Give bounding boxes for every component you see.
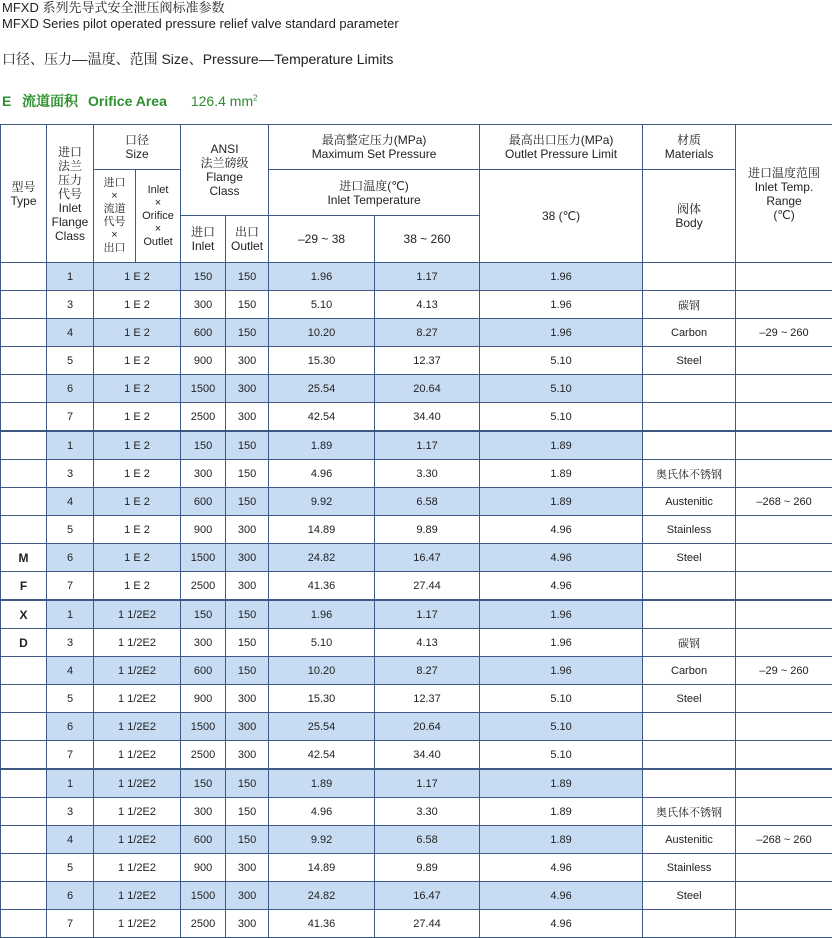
size-cell: 1 E 2 <box>94 544 181 572</box>
inlet-range-cell <box>736 375 832 403</box>
table-row <box>1 657 832 685</box>
inlet-class-cell: 1 <box>47 431 94 460</box>
material-cell <box>643 263 736 291</box>
title-cn: MFXD 系列先导式安全泄压阀标准参数 <box>2 0 224 16</box>
size-cell: 1 E 2 <box>94 516 181 544</box>
type-header: 型号 Type <box>1 125 47 263</box>
inlet-class-cell: 5 <box>47 685 94 713</box>
type-cell: M <box>1 544 47 572</box>
inlet-class-cell: 7 <box>47 572 94 601</box>
outlet-pressure-cell: 5.10 <box>480 713 643 741</box>
table-row <box>1 741 832 770</box>
set-pressure-low-cell: 1.89 <box>269 431 375 460</box>
set-pressure-low-cell: 14.89 <box>269 854 375 882</box>
set-pressure-high-cell: 3.30 <box>375 460 480 488</box>
ansi-inlet-cell: 2500 <box>181 403 226 432</box>
outlet-temp-header: 38 (℃) <box>480 170 643 263</box>
ansi-outlet-cell: 300 <box>226 713 269 741</box>
inlet-class-cell: 7 <box>47 403 94 432</box>
limits-line: 口径、压力––温度、范围 Size、Pressure––Temperature Limits <box>2 51 393 67</box>
table-row <box>1 600 832 629</box>
material-cell: Carbon <box>643 657 736 685</box>
ansi-outlet-cell: 300 <box>226 572 269 601</box>
material-cell: Stainless <box>643 516 736 544</box>
outlet-limit-header: 最高出口压力(MPa) Outlet Pressure Limit <box>480 125 643 170</box>
type-cell <box>1 685 47 713</box>
size-cell: 1 E 2 <box>94 291 181 319</box>
table-row <box>1 460 832 488</box>
inlet-temp-header: 进口温度(℃) Inlet Temperature <box>269 170 480 216</box>
type-cell <box>1 319 47 347</box>
set-pressure-low-cell: 42.54 <box>269 403 375 432</box>
inlet-range-cell: –268 ~ 260 <box>736 826 832 854</box>
ansi-outlet-cell: 150 <box>226 291 269 319</box>
type-cell <box>1 882 47 910</box>
set-pressure-low-cell: 24.82 <box>269 882 375 910</box>
ansi-outlet-cell: 150 <box>226 826 269 854</box>
inlet-class-cell: 5 <box>47 516 94 544</box>
material-cell: 奥氏体不锈钢 <box>643 460 736 488</box>
table-row <box>1 403 832 432</box>
outlet-pressure-cell: 1.96 <box>480 600 643 629</box>
set-pressure-high-cell: 6.58 <box>375 826 480 854</box>
ansi-outlet-cell: 150 <box>226 431 269 460</box>
outlet-pressure-cell: 1.89 <box>480 460 643 488</box>
material-cell <box>643 572 736 601</box>
ansi-inlet-cell: 150 <box>181 769 226 798</box>
ansi-outlet-cell: 300 <box>226 882 269 910</box>
table-row <box>1 572 832 601</box>
ansi-outlet-cell: 300 <box>226 544 269 572</box>
inlet-range-cell <box>736 854 832 882</box>
outlet-pressure-cell: 4.96 <box>480 572 643 601</box>
ansi-inlet-cell: 150 <box>181 431 226 460</box>
set-pressure-high-cell: 12.37 <box>375 347 480 375</box>
material-cell <box>643 431 736 460</box>
ansi-inlet-cell: 1500 <box>181 713 226 741</box>
inlet-class-cell: 5 <box>47 347 94 375</box>
set-pressure-high-cell: 1.17 <box>375 769 480 798</box>
set-pressure-low-cell: 41.36 <box>269 572 375 601</box>
inlet-range-cell <box>736 685 832 713</box>
inlet-range-cell: –268 ~ 260 <box>736 488 832 516</box>
set-pressure-low-cell: 5.10 <box>269 291 375 319</box>
inlet-range-cell <box>736 516 832 544</box>
size-cell: 1 1/2E2 <box>94 657 181 685</box>
size-cell: 1 E 2 <box>94 460 181 488</box>
inlet-class-cell: 1 <box>47 263 94 291</box>
size-detail-left: 进口 × 流道 代号 × 出口 <box>94 170 136 263</box>
set-pressure-high-cell: 34.40 <box>375 741 480 770</box>
table-row <box>1 769 832 798</box>
ansi-outlet-cell: 300 <box>226 910 269 938</box>
inlet-range-cell: –29 ~ 260 <box>736 319 832 347</box>
material-cell: 碳钢 <box>643 291 736 319</box>
set-pressure-low-cell: 25.54 <box>269 375 375 403</box>
outlet-pressure-cell: 4.96 <box>480 516 643 544</box>
inlet-range-cell <box>736 629 832 657</box>
inlet-class-cell: 4 <box>47 657 94 685</box>
set-pressure-low-cell: 4.96 <box>269 798 375 826</box>
inlet-range-cell <box>736 600 832 629</box>
ansi-outlet-cell: 150 <box>226 263 269 291</box>
table-row <box>1 798 832 826</box>
type-cell <box>1 713 47 741</box>
inlet-range-cell <box>736 910 832 938</box>
outlet-pressure-cell: 5.10 <box>480 741 643 770</box>
size-cell: 1 E 2 <box>94 403 181 432</box>
orifice-value: 126.4 $mm^2$ <box>191 93 258 109</box>
inlet-class-cell: 1 <box>47 600 94 629</box>
outlet-pressure-cell: 1.96 <box>480 657 643 685</box>
outlet-pressure-cell: 5.10 <box>480 685 643 713</box>
outlet-pressure-cell: 1.89 <box>480 826 643 854</box>
size-cell: 1 1/2E2 <box>94 685 181 713</box>
size-cell: 1 1/2E2 <box>94 882 181 910</box>
set-pressure-high-cell: 6.58 <box>375 488 480 516</box>
ansi-outlet-cell: 150 <box>226 657 269 685</box>
set-pressure-high-cell: 4.13 <box>375 291 480 319</box>
ansi-inlet-cell: 600 <box>181 319 226 347</box>
type-cell <box>1 431 47 460</box>
set-pressure-high-cell: 8.27 <box>375 319 480 347</box>
type-cell <box>1 910 47 938</box>
table-row <box>1 263 832 291</box>
size-cell: 1 E 2 <box>94 488 181 516</box>
inlet-range-cell <box>736 431 832 460</box>
title-en: MFXD Series pilot operated pressure relief valve standard parameter <box>2 16 399 32</box>
inlet-class-cell: 3 <box>47 460 94 488</box>
inlet-range-cell <box>736 347 832 375</box>
material-cell: Steel <box>643 685 736 713</box>
size-cell: 1 E 2 <box>94 319 181 347</box>
size-detail-right: Inlet × Orifice × Outlet <box>136 170 181 263</box>
ansi-outlet-cell: 150 <box>226 488 269 516</box>
ansi-inlet-cell: 2500 <box>181 572 226 601</box>
table-row <box>1 291 832 319</box>
set-pressure-high-cell: 12.37 <box>375 685 480 713</box>
type-cell <box>1 741 47 770</box>
outlet-pressure-cell: 1.96 <box>480 319 643 347</box>
outlet-pressure-cell: 4.96 <box>480 910 643 938</box>
inlet-range-cell: –29 ~ 260 <box>736 657 832 685</box>
set-pressure-low-cell: 15.30 <box>269 347 375 375</box>
set-pressure-low-cell: 10.20 <box>269 319 375 347</box>
outlet-pressure-cell: 1.89 <box>480 769 643 798</box>
table-row <box>1 629 832 657</box>
table-row <box>1 882 832 910</box>
material-cell: Steel <box>643 544 736 572</box>
inlet-class-cell: 7 <box>47 741 94 770</box>
orifice-label-en: Orifice Area <box>88 93 167 109</box>
set-pressure-low-cell: 1.89 <box>269 769 375 798</box>
ansi-inlet-cell: 2500 <box>181 741 226 770</box>
table-row <box>1 319 832 347</box>
ansi-outlet-cell: 300 <box>226 741 269 770</box>
outlet-pressure-cell: 5.10 <box>480 347 643 375</box>
set-pressure-low-cell: 9.92 <box>269 826 375 854</box>
material-cell <box>643 600 736 629</box>
type-cell <box>1 854 47 882</box>
material-cell: 奥氏体不锈钢 <box>643 798 736 826</box>
set-pressure-low-cell: 14.89 <box>269 516 375 544</box>
inlet-range-cell <box>736 572 832 601</box>
body-header: 阀体 Body <box>643 170 736 263</box>
material-cell <box>643 769 736 798</box>
type-cell: D <box>1 629 47 657</box>
table-row <box>1 910 832 938</box>
materials-header: 材质 Materials <box>643 125 736 170</box>
table-row <box>1 347 832 375</box>
size-cell: 1 E 2 <box>94 375 181 403</box>
table-row <box>1 544 832 572</box>
outlet-pressure-cell: 1.96 <box>480 291 643 319</box>
ansi-inlet-cell: 1500 <box>181 375 226 403</box>
temp1-header: –29 ~ 38 <box>269 216 375 263</box>
inlet-range-cell <box>736 798 832 826</box>
temp2-header: 38 ~ 260 <box>375 216 480 263</box>
material-cell <box>643 403 736 432</box>
set-pressure-high-cell: 4.13 <box>375 629 480 657</box>
set-pressure-low-cell: 5.10 <box>269 629 375 657</box>
size-cell: 1 E 2 <box>94 431 181 460</box>
inlet-range-header: 进口温度范围 Inlet Temp. Range (℃) <box>736 125 832 263</box>
orifice-label-cn: 流道面积 <box>22 91 78 111</box>
size-cell: 1 1/2E2 <box>94 826 181 854</box>
inlet-class-cell: 6 <box>47 882 94 910</box>
ansi-inlet-cell: 600 <box>181 657 226 685</box>
set-pressure-high-cell: 27.44 <box>375 910 480 938</box>
set-pressure-high-cell: 3.30 <box>375 798 480 826</box>
ansi-header: ANSI 法兰磅级 Flange Class <box>181 125 269 216</box>
inlet-class-cell: 6 <box>47 375 94 403</box>
type-cell <box>1 769 47 798</box>
ansi-inlet-cell: 900 <box>181 685 226 713</box>
inlet-range-cell <box>736 882 832 910</box>
inlet-class-cell: 4 <box>47 488 94 516</box>
ansi-outlet-header: 出口 Outlet <box>226 216 269 263</box>
ansi-outlet-cell: 300 <box>226 375 269 403</box>
table-row <box>1 488 832 516</box>
table-row <box>1 431 832 460</box>
ansi-outlet-cell: 150 <box>226 798 269 826</box>
type-cell <box>1 826 47 854</box>
set-pressure-high-cell: 20.64 <box>375 713 480 741</box>
table-body <box>1 263 832 938</box>
orifice-area-line <box>2 91 258 109</box>
material-cell <box>643 741 736 770</box>
inlet-range-cell <box>736 263 832 291</box>
outlet-pressure-cell: 4.96 <box>480 544 643 572</box>
set-pressure-high-cell: 20.64 <box>375 375 480 403</box>
size-cell: 1 1/2E2 <box>94 713 181 741</box>
inlet-range-cell <box>736 460 832 488</box>
inlet-class-cell: 7 <box>47 910 94 938</box>
ansi-inlet-cell: 600 <box>181 488 226 516</box>
outlet-pressure-cell: 1.89 <box>480 431 643 460</box>
table-row <box>1 713 832 741</box>
material-cell <box>643 713 736 741</box>
size-cell: 1 E 2 <box>94 572 181 601</box>
outlet-pressure-cell: 1.89 <box>480 488 643 516</box>
size-header: 口径 Size <box>94 125 181 170</box>
outlet-pressure-cell: 5.10 <box>480 403 643 432</box>
set-pressure-high-cell: 9.89 <box>375 854 480 882</box>
inlet-range-cell <box>736 741 832 770</box>
set-pressure-low-cell: 42.54 <box>269 741 375 770</box>
ansi-inlet-cell: 1500 <box>181 882 226 910</box>
inlet-range-cell <box>736 544 832 572</box>
ansi-inlet-cell: 150 <box>181 600 226 629</box>
ansi-inlet-cell: 300 <box>181 460 226 488</box>
set-pressure-high-cell: 9.89 <box>375 516 480 544</box>
size-cell: 1 1/2E2 <box>94 629 181 657</box>
inlet-class-cell: 1 <box>47 769 94 798</box>
set-pressure-low-cell: 1.96 <box>269 263 375 291</box>
inlet-class-cell: 4 <box>47 826 94 854</box>
material-cell: Steel <box>643 347 736 375</box>
outlet-pressure-cell: 5.10 <box>480 375 643 403</box>
ansi-inlet-cell: 600 <box>181 826 226 854</box>
set-pressure-low-cell: 4.96 <box>269 460 375 488</box>
set-pressure-high-cell: 27.44 <box>375 572 480 601</box>
type-cell: F <box>1 572 47 601</box>
ansi-outlet-cell: 150 <box>226 629 269 657</box>
ansi-outlet-cell: 300 <box>226 347 269 375</box>
outlet-pressure-cell: 1.96 <box>480 629 643 657</box>
ansi-inlet-cell: 900 <box>181 854 226 882</box>
ansi-outlet-cell: 150 <box>226 319 269 347</box>
set-pressure-high-cell: 1.17 <box>375 263 480 291</box>
type-cell <box>1 488 47 516</box>
ansi-inlet-cell: 300 <box>181 798 226 826</box>
size-cell: 1 1/2E2 <box>94 769 181 798</box>
size-cell: 1 1/2E2 <box>94 910 181 938</box>
inlet-class-cell: 3 <box>47 629 94 657</box>
parameter-table <box>0 124 832 938</box>
type-cell <box>1 516 47 544</box>
ansi-inlet-cell: 2500 <box>181 910 226 938</box>
inlet-range-cell <box>736 713 832 741</box>
set-pressure-low-cell: 24.82 <box>269 544 375 572</box>
table-row <box>1 826 832 854</box>
ansi-inlet-cell: 300 <box>181 629 226 657</box>
type-cell <box>1 798 47 826</box>
ansi-inlet-cell: 900 <box>181 347 226 375</box>
material-cell: Austenitic <box>643 488 736 516</box>
table-row <box>1 854 832 882</box>
type-cell <box>1 375 47 403</box>
ansi-inlet-cell: 1500 <box>181 544 226 572</box>
set-pressure-low-cell: 25.54 <box>269 713 375 741</box>
set-pressure-low-cell: 1.96 <box>269 600 375 629</box>
outlet-pressure-cell: 4.96 <box>480 854 643 882</box>
type-cell <box>1 460 47 488</box>
outlet-pressure-cell: 4.96 <box>480 882 643 910</box>
type-cell: X <box>1 600 47 629</box>
ansi-outlet-cell: 300 <box>226 516 269 544</box>
outlet-pressure-cell: 1.89 <box>480 798 643 826</box>
table-row <box>1 516 832 544</box>
size-cell: 1 1/2E2 <box>94 600 181 629</box>
orifice-code: E <box>2 93 22 109</box>
table-row <box>1 685 832 713</box>
inlet-range-cell <box>736 403 832 432</box>
size-cell: 1 E 2 <box>94 263 181 291</box>
set-pressure-high-cell: 8.27 <box>375 657 480 685</box>
inlet-class-cell: 6 <box>47 713 94 741</box>
inlet-class-cell: 4 <box>47 319 94 347</box>
material-cell <box>643 375 736 403</box>
type-cell <box>1 403 47 432</box>
material-cell: 碳钢 <box>643 629 736 657</box>
type-cell <box>1 263 47 291</box>
material-cell: Carbon <box>643 319 736 347</box>
outlet-pressure-cell: 1.96 <box>480 263 643 291</box>
table-row <box>1 375 832 403</box>
ansi-inlet-header: 进口 Inlet <box>181 216 226 263</box>
inlet-range-cell <box>736 291 832 319</box>
inlet-range-cell <box>736 769 832 798</box>
ansi-outlet-cell: 300 <box>226 685 269 713</box>
set-pressure-high-cell: 1.17 <box>375 600 480 629</box>
ansi-outlet-cell: 300 <box>226 403 269 432</box>
set-pressure-high-cell: 1.17 <box>375 431 480 460</box>
material-cell: Steel <box>643 882 736 910</box>
ansi-inlet-cell: 900 <box>181 516 226 544</box>
set-pressure-low-cell: 15.30 <box>269 685 375 713</box>
material-cell <box>643 910 736 938</box>
inlet-class-cell: 6 <box>47 544 94 572</box>
max-set-header: 最高整定压力(MPa) Maximum Set Pressure <box>269 125 480 170</box>
material-cell: Stainless <box>643 854 736 882</box>
ansi-outlet-cell: 150 <box>226 769 269 798</box>
size-cell: 1 1/2E2 <box>94 798 181 826</box>
size-cell: 1 E 2 <box>94 347 181 375</box>
ansi-outlet-cell: 150 <box>226 460 269 488</box>
type-cell <box>1 657 47 685</box>
set-pressure-low-cell: 41.36 <box>269 910 375 938</box>
set-pressure-low-cell: 9.92 <box>269 488 375 516</box>
set-pressure-high-cell: 34.40 <box>375 403 480 432</box>
ansi-outlet-cell: 150 <box>226 600 269 629</box>
ansi-inlet-cell: 150 <box>181 263 226 291</box>
ansi-inlet-cell: 300 <box>181 291 226 319</box>
size-cell: 1 1/2E2 <box>94 741 181 770</box>
inlet-class-cell: 3 <box>47 291 94 319</box>
size-cell: 1 1/2E2 <box>94 854 181 882</box>
inlet-class-header: 进口 法兰 压力 代号 Inlet Flange Class <box>47 125 94 263</box>
set-pressure-high-cell: 16.47 <box>375 882 480 910</box>
set-pressure-low-cell: 10.20 <box>269 657 375 685</box>
material-cell: Austenitic <box>643 826 736 854</box>
type-cell <box>1 291 47 319</box>
inlet-class-cell: 5 <box>47 854 94 882</box>
ansi-outlet-cell: 300 <box>226 854 269 882</box>
set-pressure-high-cell: 16.47 <box>375 544 480 572</box>
inlet-class-cell: 3 <box>47 798 94 826</box>
type-cell <box>1 347 47 375</box>
